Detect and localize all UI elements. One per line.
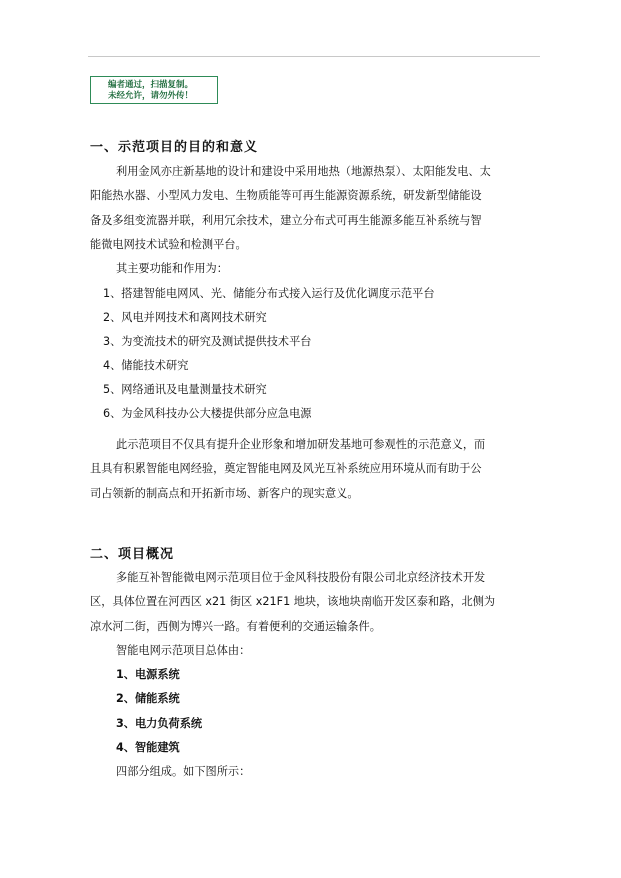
paragraph-line: 备及多组变流器并联，利用冗余技术，建立分布式可再生能源多能互补系统与智 <box>90 214 482 227</box>
notice-line-2: 未经允许，请勿外传！ <box>108 91 194 101</box>
functions-intro: 其主要功能和作用为： <box>116 262 228 275</box>
paragraph-line: 利用金风亦庄新基地的设计和建设中采用地热（地源热泵）、太阳能发电、太 <box>116 165 491 178</box>
header-rule <box>88 56 540 57</box>
closing-line: 四部分组成。如下图所示： <box>116 765 251 778</box>
paragraph-line: 多能互补智能微电网示范项目位于金风科技股份有限公司北京经济技术开发 <box>116 571 486 584</box>
section1-heading: 一、示范项目的目的和意义 <box>90 140 259 155</box>
paragraph-line: 凉水河二街，西侧为博兴一路。有着便利的交通运输条件。 <box>90 620 381 633</box>
notice-line-1: 编者通过，扫描复制。 <box>108 80 194 90</box>
list-item: 2、风电并网技术和离网技术研究 <box>103 311 267 324</box>
copyright-notice-box <box>90 76 218 104</box>
list-item: 5、网络通讯及电量测量技术研究 <box>103 383 267 396</box>
paragraph-line: 且具有积累智能电网经验，奠定智能电网及风光互补系统应用环境从而有助于公 <box>90 462 482 475</box>
paragraph-line: 阳能热水器、小型风力发电、生物质能等可再生能源资源系统，研发新型储能设 <box>90 189 482 202</box>
system-item: 3、电力负荷系统 <box>116 717 203 730</box>
paragraph-line: 此示范项目不仅具有提升企业形象和增加研发基地可参观性的示范意义，而 <box>116 438 486 451</box>
list-item: 1、搭建智能电网风、光、储能分布式接入运行及优化调度示范平台 <box>103 287 435 300</box>
paragraph-line: 能微电网技术试验和检测平台。 <box>90 238 247 251</box>
section2-heading: 二、项目概况 <box>90 547 175 562</box>
list-item: 4、储能技术研究 <box>103 359 189 372</box>
system-item: 4、智能建筑 <box>116 741 180 754</box>
composition-intro: 智能电网示范项目总体由： <box>116 644 251 657</box>
system-item: 2、储能系统 <box>116 692 180 705</box>
list-item: 6、为金风科技办公大楼提供部分应急电源 <box>103 407 312 420</box>
paragraph-line: 司占领新的制高点和开拓新市场、新客户的现实意义。 <box>90 487 359 500</box>
system-item: 1、电源系统 <box>116 668 180 681</box>
list-item: 3、为变流技术的研究及测试提供技术平台 <box>103 335 312 348</box>
paragraph-line: 区，具体位置在河西区 x21 街区 x21F1 地块，该地块南临开发区泰和路，北侧为 <box>90 595 496 608</box>
